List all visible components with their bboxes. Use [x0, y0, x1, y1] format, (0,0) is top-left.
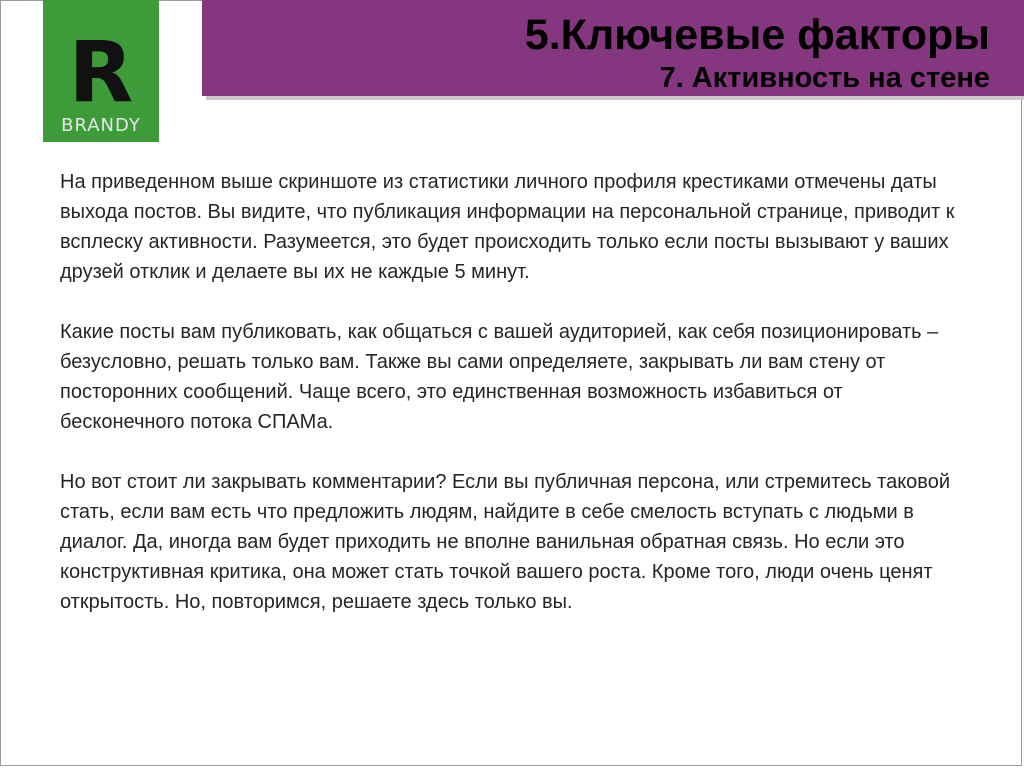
- paragraph-2: Какие посты вам публиковать, как общаться с вашей аудиторией, как себя позиционировать – безусловно, решать только вам. Также вы сами определяете, закрывать ли вам стену от посторонних сообщений. Чаще всего, это единственная возможность избавиться от бесконечного потока СПАМа.: [60, 321, 939, 433]
- paragraph-1: На приведенном выше скриншоте из статистики личного профиля крестиками отмечены даты выхода постов. Вы видите, что публикация информации на персональной странице, приводит к всплеску активности. Разумеется, это будет происходить только если посты вызывают у ваших друзей отклик и делаете вы их не каждые 5 минут.: [60, 171, 955, 283]
- logo-letter: R: [68, 23, 134, 121]
- logo-wordmark: BRANDY: [61, 115, 141, 136]
- paragraph-3: Но вот стоит ли закрывать комментарии? Если вы публичная персона, или стремитесь таковой стать, если вам есть что предложить людям, найдите в себе смелость вступать с людьми в диалог. Да, иногда вам будет приходить не вполне ванильная обратная связь. Но если это конструктивная критика, она может стать точкой вашего роста. Кроме того, люди очень ценят открытость. Но, повторимся, решаете здесь только вы.: [60, 471, 950, 613]
- body-text: [60, 167, 970, 647]
- slide-title: 5.Ключевые факторы: [524, 11, 990, 59]
- brandy-logo: [43, 0, 159, 142]
- header-bar: [202, 0, 1024, 96]
- brandy-logo-image: [43, 0, 159, 142]
- slide-subtitle: 7. Активность на стене: [659, 62, 990, 94]
